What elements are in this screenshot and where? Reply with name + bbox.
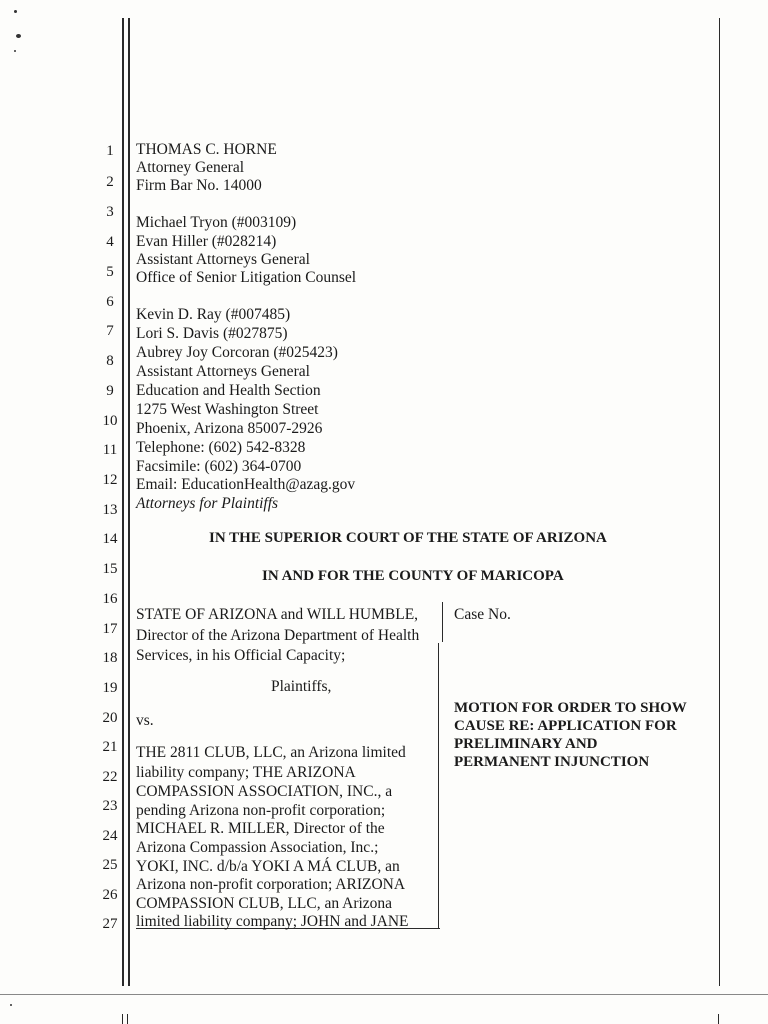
defendant-line: MICHAEL R. MILLER, Director of the	[136, 820, 385, 837]
counsel-role: Attorneys for Plaintiffs	[136, 495, 279, 512]
line-number: 1	[106, 143, 114, 159]
attorney: Aubrey Joy Corcoran (#025423)	[136, 344, 338, 361]
facsimile: Facsimile: (602) 364-0700	[136, 458, 302, 475]
email: Email: EducationHealth@azag.gov	[136, 476, 356, 493]
city-address: Phoenix, Arizona 85007-2926	[136, 420, 323, 437]
page-bottom-edge	[0, 994, 768, 995]
defendant-line: THE 2811 CLUB, LLC, an Arizona limited	[136, 744, 406, 761]
next-page-rule-a	[122, 1014, 123, 1024]
line-number: 24	[102, 828, 118, 844]
line-number: 16	[102, 591, 118, 607]
motion-title-line: MOTION FOR ORDER TO SHOW	[454, 700, 687, 716]
attorney-title: Assistant Attorneys General	[136, 363, 310, 380]
defendant-line: pending Arizona non-profit corporation;	[136, 802, 386, 819]
line-number: 2	[106, 174, 114, 190]
line-number: 13	[102, 502, 118, 518]
scan-speck	[10, 1004, 12, 1006]
scan-speck	[16, 34, 21, 38]
defendant-line: Arizona non-profit corporation; ARIZONA	[136, 876, 406, 893]
plaintiff-line: STATE OF ARIZONA and WILL HUMBLE,	[136, 606, 419, 623]
line-number: 4	[106, 234, 114, 250]
line-number: 21	[102, 739, 118, 755]
scan-speck	[14, 10, 17, 13]
attorney: Kevin D. Ray (#007485)	[136, 306, 291, 323]
scan-speck	[14, 50, 16, 52]
line-number: 22	[102, 769, 118, 785]
attorney: Lori S. Davis (#027875)	[136, 325, 288, 342]
office-name: Office of Senior Litigation Counsel	[136, 269, 357, 286]
defendant-line: limited liability company; JOHN and JANE	[136, 913, 409, 930]
defendant-line: YOKI, INC. d/b/a YOKI A MÁ CLUB, an	[136, 858, 400, 875]
line-number: 27	[102, 916, 118, 932]
section-name: Education and Health Section	[136, 382, 321, 399]
assistant-attorney: Evan Hiller (#028214)	[136, 233, 277, 250]
plaintiff-line: Director of the Arizona Department of Health	[136, 627, 420, 644]
court-heading: IN THE SUPERIOR COURT OF THE STATE OF ARIZONA	[209, 530, 607, 546]
line-number: 18	[102, 650, 118, 666]
line-number: 5	[106, 264, 114, 280]
line-number: 20	[102, 710, 118, 726]
next-page-rule-b	[127, 1014, 128, 1024]
line-number: 25	[102, 857, 118, 873]
motion-title-line: CAUSE RE: APPLICATION FOR	[454, 718, 677, 734]
line-number: 10	[102, 413, 118, 429]
line-number: 14	[102, 531, 118, 547]
line-number: 19	[102, 680, 118, 696]
motion-title	[454, 699, 687, 771]
line-number: 7	[106, 323, 114, 339]
telephone: Telephone: (602) 542-8328	[136, 439, 306, 456]
line-number: 6	[106, 294, 114, 310]
right-margin-rule	[719, 18, 720, 986]
defendant-line: COMPASSION ASSOCIATION, INC., a	[136, 783, 393, 800]
defendant-line: COMPASSION CLUB, LLC, an Arizona	[136, 895, 393, 912]
defendant-line: Arizona Compassion Association, Inc.;	[136, 839, 379, 856]
counsel-title: Attorney General	[136, 159, 245, 176]
line-number: 12	[102, 472, 118, 488]
line-number: 23	[102, 798, 118, 814]
assistant-attorney: Michael Tryon (#003109)	[136, 214, 297, 231]
line-number: 11	[102, 442, 118, 458]
assistant-title: Assistant Attorneys General	[136, 251, 310, 268]
line-number: 15	[102, 561, 118, 577]
motion-title-line: PRELIMINARY AND	[454, 736, 598, 752]
counsel-bar-number: Firm Bar No. 14000	[136, 177, 262, 194]
next-page-rule-c	[718, 1014, 719, 1024]
versus: vs.	[136, 712, 154, 729]
county-heading: IN AND FOR THE COUNTY OF MARICOPA	[262, 568, 564, 584]
line-number: 17	[102, 621, 118, 637]
counsel-name: THOMAS C. HORNE	[136, 141, 277, 158]
line-number: 3	[106, 204, 114, 220]
line-number: 26	[102, 887, 118, 903]
line-number: 8	[106, 353, 114, 369]
case-number-label: Case No.	[454, 606, 511, 623]
motion-title-line: PERMANENT INJUNCTION	[454, 754, 650, 770]
plaintiffs-label: Plaintiffs,	[271, 678, 332, 695]
street-address: 1275 West Washington Street	[136, 401, 319, 418]
caption-box-right	[438, 643, 439, 929]
defendant-line: liability company; THE ARIZONA	[136, 764, 356, 781]
plaintiff-line: Services, in his Official Capacity;	[136, 647, 346, 664]
left-margin-rule-inner	[128, 18, 130, 986]
caption-divider	[442, 602, 443, 642]
line-number: 9	[106, 383, 114, 399]
